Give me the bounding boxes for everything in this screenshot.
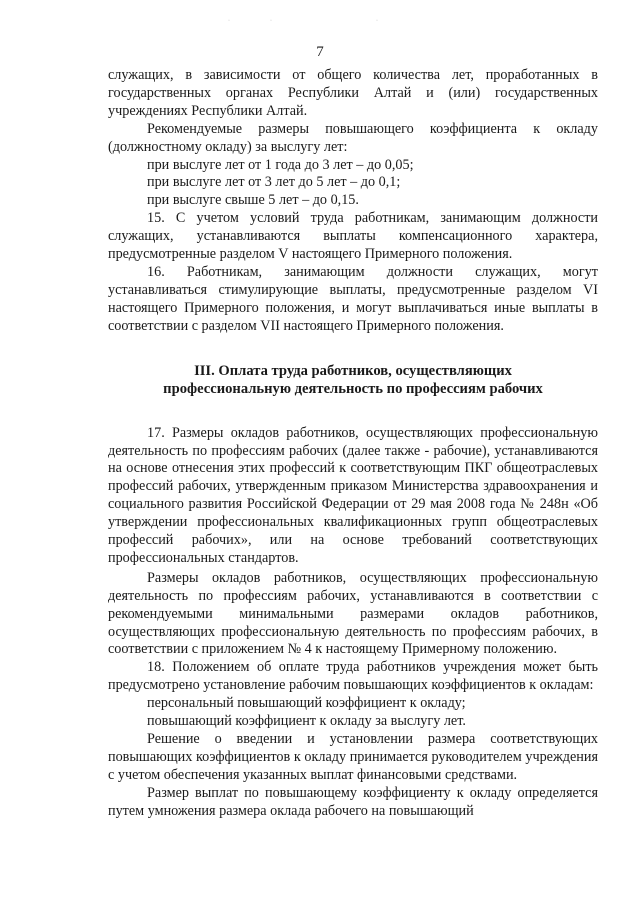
list-item: при выслуге лет от 1 года до 3 лет – до 0,05;	[147, 156, 414, 173]
paragraph: Рекомендуемые размеры повышающего коэффициента к окладу (должностному окладу) за выслугу лет:	[108, 120, 598, 155]
section-heading-line: профессиональную деятельность по профессиям рабочих	[163, 380, 543, 397]
list-item: повышающий коэффициент к окладу за выслугу лет.	[147, 713, 466, 730]
scan-artifact-mark: ·	[376, 18, 378, 24]
list-item: при выслуге свыше 5 лет – до 0,15.	[147, 192, 359, 209]
paragraph: 18. Положением об оплате труда работников учреждения может быть предусмотрено установление рабочим повышающих коэффициентов к окладам:	[108, 659, 598, 694]
scan-artifact-mark: ·	[228, 18, 230, 24]
body-text-top	[108, 67, 598, 821]
section-heading	[108, 362, 598, 398]
list-item: персональный повышающий коэффициент к окладу;	[147, 695, 466, 712]
paragraph: Размер выплат по повышающему коэффициенту к окладу определяется путем умножения размера оклада рабочего на повышающий	[108, 784, 598, 819]
paragraph: 16. Работникам, занимающим должности служащих, могут устанавливаться стимулирующие выплаты, предусмотренные разделом VI настоящего Примерного положения, и могут выплачиваться иные выплаты в соответствии с разделом VII настоящего Примерного положения.	[108, 263, 598, 334]
paragraph: Решение о введении и установлении размера соответствующих повышающих коэффициентов к окладу принимается руководителем учреждения с учетом обеспечения указанных выплат финансовыми средствами.	[108, 731, 598, 783]
paragraph: 17. Размеры окладов работников, осуществляющих профессиональную деятельность по профессиям рабочих (далее также - рабочие), устанавливаются на основе отнесения этих профессий к соответствующим ПКГ общеотраслевых профессий рабочих, утвержденным приказом Министерства здравоохранения и социального развития Российской Федерации от 29 мая 2008 года № 248н «Об утверждении профессиональных квалификационных групп общеотраслевых профессий рабочих», или на основе требований соответствующих профессиональных стандартов.	[108, 424, 598, 566]
page-number: 7	[316, 44, 324, 60]
scan-artifact-mark: ·	[270, 18, 272, 24]
list-item: при выслуге лет от 3 лет до 5 лет – до 0,1;	[147, 174, 401, 191]
paragraph: служащих, в зависимости от общего количества лет, проработанных в государственных органах Республики Алтай и (или) государственных учреждениях Республики Алтай.	[108, 67, 598, 119]
paragraph: Размеры окладов работников, осуществляющих профессиональную деятельность по профессиям рабочих, устанавливаются в соответствии с рекомендуемыми минимальными размерами окладов работников, осуществляющих профессиональную деятельность по профессиям рабочих, в соответствии с приложением № 4 к настоящему Примерному положению.	[108, 569, 598, 658]
section-heading-line: III. Оплата труда работников, осуществляющих	[194, 362, 512, 379]
paragraph: 15. С учетом условий труда работникам, занимающим должности служащих, устанавливаются выплаты компенсационного характера, предусмотренные разделом V настоящего Примерного положения.	[108, 210, 598, 263]
